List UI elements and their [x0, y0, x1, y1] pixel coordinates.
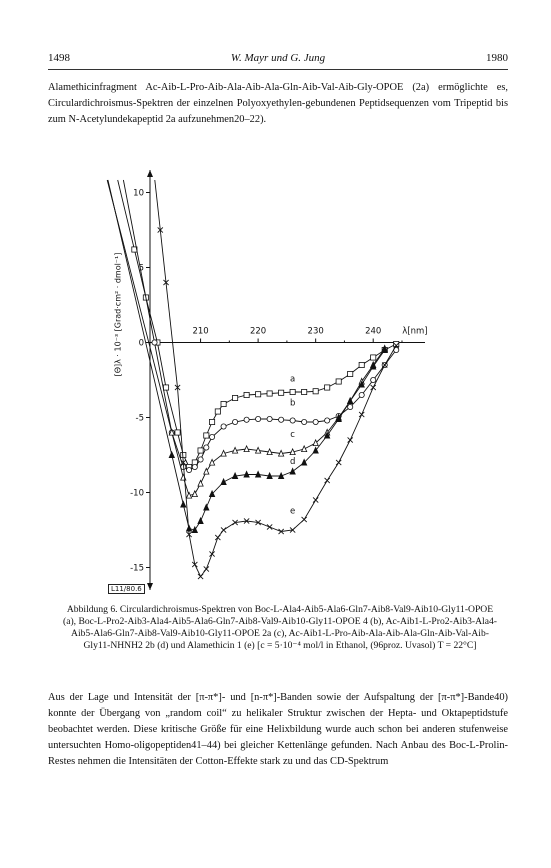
data-point — [371, 385, 376, 390]
data-point — [313, 497, 318, 502]
data-point — [181, 501, 186, 507]
data-point — [192, 491, 197, 497]
cd-spectrum-chart — [100, 160, 440, 600]
data-point — [181, 474, 186, 480]
data-point — [192, 464, 197, 469]
series-label-d: d — [289, 457, 296, 467]
y-tick-label: -5 — [135, 413, 144, 424]
y-tick-label: 10 — [133, 188, 144, 199]
y-tick-label: 0 — [138, 338, 144, 349]
data-point — [371, 377, 376, 382]
data-point — [348, 404, 353, 409]
data-point — [267, 524, 272, 529]
data-point — [371, 355, 376, 360]
data-point — [267, 391, 272, 396]
series-label-b: b — [289, 398, 296, 409]
y-tick-label: -15 — [130, 563, 144, 574]
y-axis-label: [Θ]λ · 10⁻³ [Grad·cm² · dmol⁻¹] — [113, 252, 123, 377]
data-point — [359, 362, 364, 367]
data-point — [204, 445, 209, 450]
data-point — [256, 392, 261, 397]
data-point — [198, 457, 203, 462]
data-point — [215, 409, 220, 414]
data-point — [302, 446, 307, 452]
y-axis-arrow-bottom — [147, 583, 153, 590]
x-tick-label: 240 — [365, 326, 382, 337]
data-point — [209, 459, 214, 465]
chart-series — [107, 180, 399, 579]
data-point — [152, 340, 157, 345]
data-point — [209, 419, 214, 424]
data-point — [198, 448, 203, 453]
data-point — [313, 440, 318, 446]
data-point — [244, 392, 249, 397]
data-point — [244, 446, 249, 452]
data-point — [186, 467, 191, 472]
data-point — [313, 419, 318, 424]
data-point — [163, 385, 168, 390]
header-year: 1980 — [486, 52, 508, 64]
header-rule — [48, 69, 508, 70]
data-point — [198, 574, 203, 579]
data-point — [325, 478, 330, 483]
data-point — [221, 401, 226, 406]
figure-caption: Abbildung 6. Circulardichroismus-Spektren von Boc-L-Ala4-Aib5-Ala6-Gln7-Aib8-Val9-Aib10-Gly11-OPOE (a), Boc-L-Pro2-Aib3-Ala4-Aib5-Ala6-Gln7-Aib8-Val9-Aib10-Gly11-OPOE 4 (b), Ac-Aib1-L-Pro2-Aib3-Ala4-Aib5-Ala6-Gln7-Aib8-Val9-Aib10-Gly11-OPOE 2a (c), Ac-Aib1-L-Pro-Aib-Ala-Aib-Ala-Gln-Aib-Val-Aib-Gly11-NHNH2 2b (d) und Alamethicin 1 (e) [c = 5·10⁻⁴ mol/l in Ethanol, (96proz. Uvasol) T = 22°C] — [63, 604, 497, 651]
data-point — [359, 392, 364, 397]
data-point — [336, 379, 341, 384]
data-point — [204, 566, 209, 571]
x-axis-label: λ[nm] — [402, 326, 428, 337]
data-point — [221, 527, 226, 532]
data-point — [359, 412, 364, 417]
figure-box-label: L11/80.6 — [108, 584, 145, 594]
data-point — [198, 518, 203, 524]
data-point — [290, 389, 295, 394]
chart-axes — [146, 170, 428, 590]
data-point — [209, 551, 214, 556]
data-point — [290, 468, 295, 474]
data-point — [244, 417, 249, 422]
data-point — [267, 416, 272, 421]
header-authors: W. Mayr und G. Jung — [230, 52, 326, 64]
data-point — [336, 460, 341, 465]
data-point — [221, 424, 226, 429]
series-label-a: a — [290, 374, 296, 385]
series-line-b — [123, 180, 396, 470]
data-point — [209, 434, 214, 439]
x-tick-label: 220 — [249, 326, 267, 337]
intro-text: Alamethicinfragment Ac-Aib-L-Pro-Aib-Ala-Aib-Ala-Gln-Aib-Val-Aib-Gly-OPOE (2a) ermöglichte es, Circulardichroismus-Spektren der einzelnen Polyoxyethylen-gebundenen Peptidsequenzen vom Tripeptid bis zum N-Acetylundekapeptid 2a aufzunehmen20–22). — [48, 82, 508, 125]
data-point — [232, 395, 237, 400]
data-point — [302, 517, 307, 522]
data-point — [290, 418, 295, 423]
data-point — [325, 385, 330, 390]
data-point — [198, 480, 203, 486]
data-point — [348, 371, 353, 376]
data-point — [215, 535, 220, 540]
data-point — [348, 437, 353, 442]
data-point — [169, 452, 174, 458]
body-paragraph — [48, 690, 508, 770]
data-point — [175, 430, 180, 435]
body-text: Aus der Lage und Intensität der [π-π*]- und [n-π*]-Banden sowie der Aufspaltung der [π-π*]-Bande40) konnte der Übergang von „random coil“ zu helikaler Struktur zwischen der Hepta- und Oktapeptidstufe beobachtet werden. Diese kritische Größe für eine Helixbildung wurde auch schon bei anderen stufenweise untersuchten Homo-oligopeptiden41–44) bei gleicher Kettenlänge gefunden. Nach Anbau des Boc-L-Prolin-Restes nehmen die Intensitäten der Cotton-Effekte stark zu und das CD-Spektrum — [48, 692, 508, 767]
data-point — [221, 479, 226, 485]
data-point — [204, 504, 209, 510]
data-point — [232, 419, 237, 424]
intro-paragraph — [48, 80, 508, 128]
x-tick-label: 230 — [307, 326, 324, 337]
data-point — [302, 419, 307, 424]
data-point — [313, 389, 318, 394]
data-point — [279, 417, 284, 422]
data-point — [279, 390, 284, 395]
series-label-e: e — [290, 506, 296, 517]
data-point — [204, 433, 209, 438]
series-line-e — [155, 180, 396, 577]
y-tick-label: 5 — [138, 263, 144, 274]
chart-labels — [130, 189, 427, 574]
cd-spectrum-figure — [100, 160, 440, 605]
series-label-c: c — [290, 430, 295, 440]
y-axis-arrow-top — [147, 170, 153, 177]
x-tick-label: 210 — [192, 326, 209, 337]
page-number: 1498 — [48, 52, 70, 64]
data-point — [325, 418, 330, 423]
y-tick-label: -10 — [130, 488, 144, 499]
data-point — [256, 416, 261, 421]
data-point — [302, 389, 307, 394]
